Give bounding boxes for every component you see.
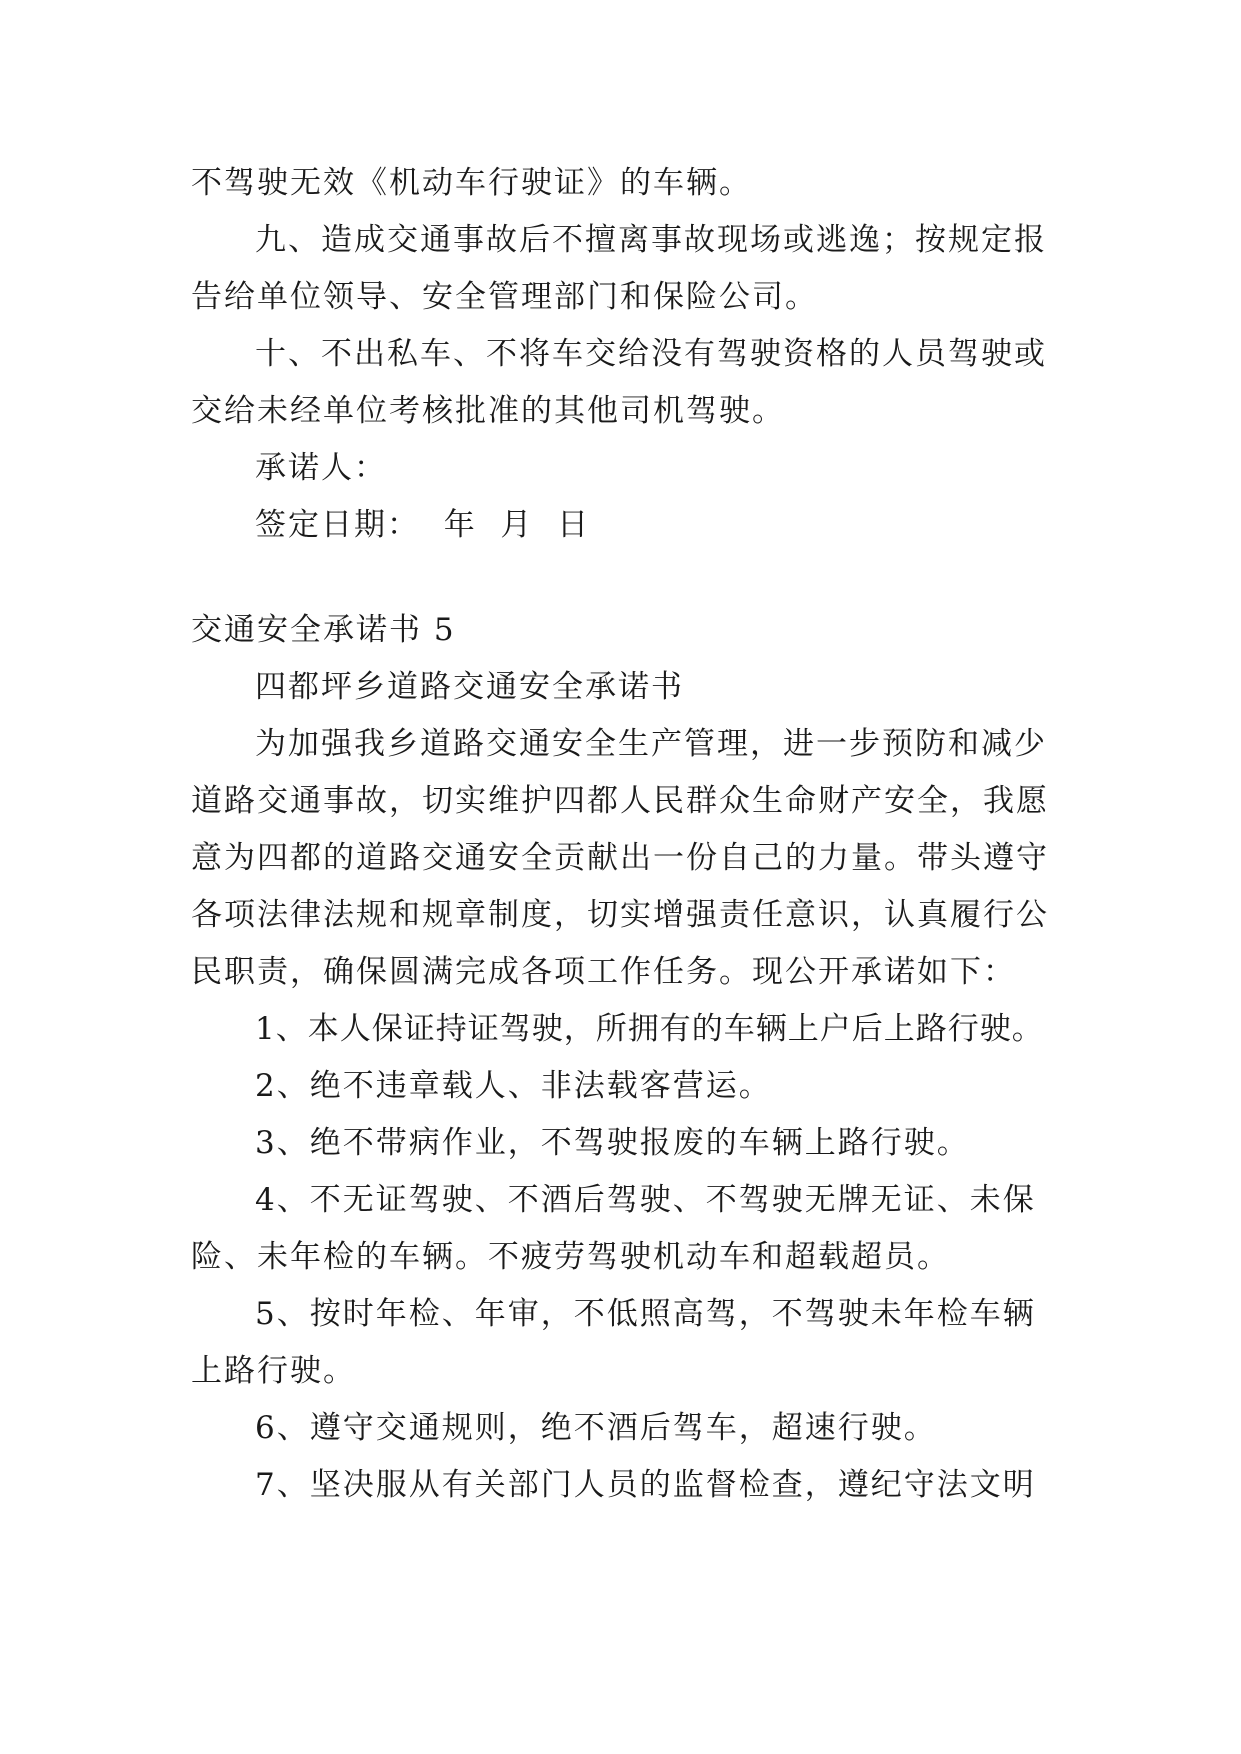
paragraph-line: 十、不出私车、不将车交给没有驾驶资格的人员驾驶或 <box>255 336 1047 372</box>
commitment-item-2: 2、绝不违章载人、非法载客营运。 <box>255 1068 772 1104</box>
paragraph-line: 险、未年检的车辆。不疲劳驾驶机动车和超载超员。 <box>191 1239 950 1275</box>
signer-label: 承诺人： <box>255 450 387 486</box>
commitment-item-1: 1、本人保证持证驾驶，所拥有的车辆上户后上路行驶。 <box>255 1011 1044 1047</box>
paragraph-line: 不驾驶无效《机动车行驶证》的车辆。 <box>191 165 752 201</box>
commitment-item-7: 7、坚决服从有关部门人员的监督检查，遵纪守法文明 <box>255 1467 1036 1503</box>
commitment-item-3: 3、绝不带病作业，不驾驶报废的车辆上路行驶。 <box>255 1125 970 1161</box>
commitment-item-4: 4、不无证驾驶、不酒后驾驶、不驾驶无牌无证、未保 <box>255 1182 1036 1218</box>
document-body <box>191 155 1071 1514</box>
paragraph-line: 上路行驶。 <box>191 1353 356 1389</box>
previous-section <box>191 155 1071 554</box>
date-label: 签定日期： 年 月 日 <box>255 507 591 543</box>
section-heading: 交通安全承诺书 5 <box>191 612 456 648</box>
paragraph-line: 告给单位领导、安全管理部门和保险公司。 <box>191 279 818 315</box>
section-5 <box>191 602 1071 1514</box>
paragraph-line: 为加强我乡道路交通安全生产管理，进一步预防和减少 <box>255 726 1047 762</box>
section-title: 四都坪乡道路交通安全承诺书 <box>255 669 684 705</box>
paragraph-line: 道路交通事故，切实维护四都人民群众生命财产安全，我愿 <box>191 783 1049 819</box>
paragraph-line: 民职责，确保圆满完成各项工作任务。现公开承诺如下： <box>191 954 1016 990</box>
paragraph-line: 各项法律法规和规章制度，切实增强责任意识，认真履行公 <box>191 897 1049 933</box>
paragraph-line: 意为四都的道路交通安全贡献出一份自己的力量。带头遵守 <box>191 840 1049 876</box>
paragraph-line: 九、造成交通事故后不擅离事故现场或逃逸；按规定报 <box>255 222 1047 258</box>
commitment-item-6: 6、遵守交通规则，绝不酒后驾车，超速行驶。 <box>255 1410 937 1446</box>
commitment-item-5: 5、按时年检、年审，不低照高驾，不驾驶未年检车辆 <box>255 1296 1036 1332</box>
paragraph-line: 交给未经单位考核批准的其他司机驾驶。 <box>191 393 785 429</box>
